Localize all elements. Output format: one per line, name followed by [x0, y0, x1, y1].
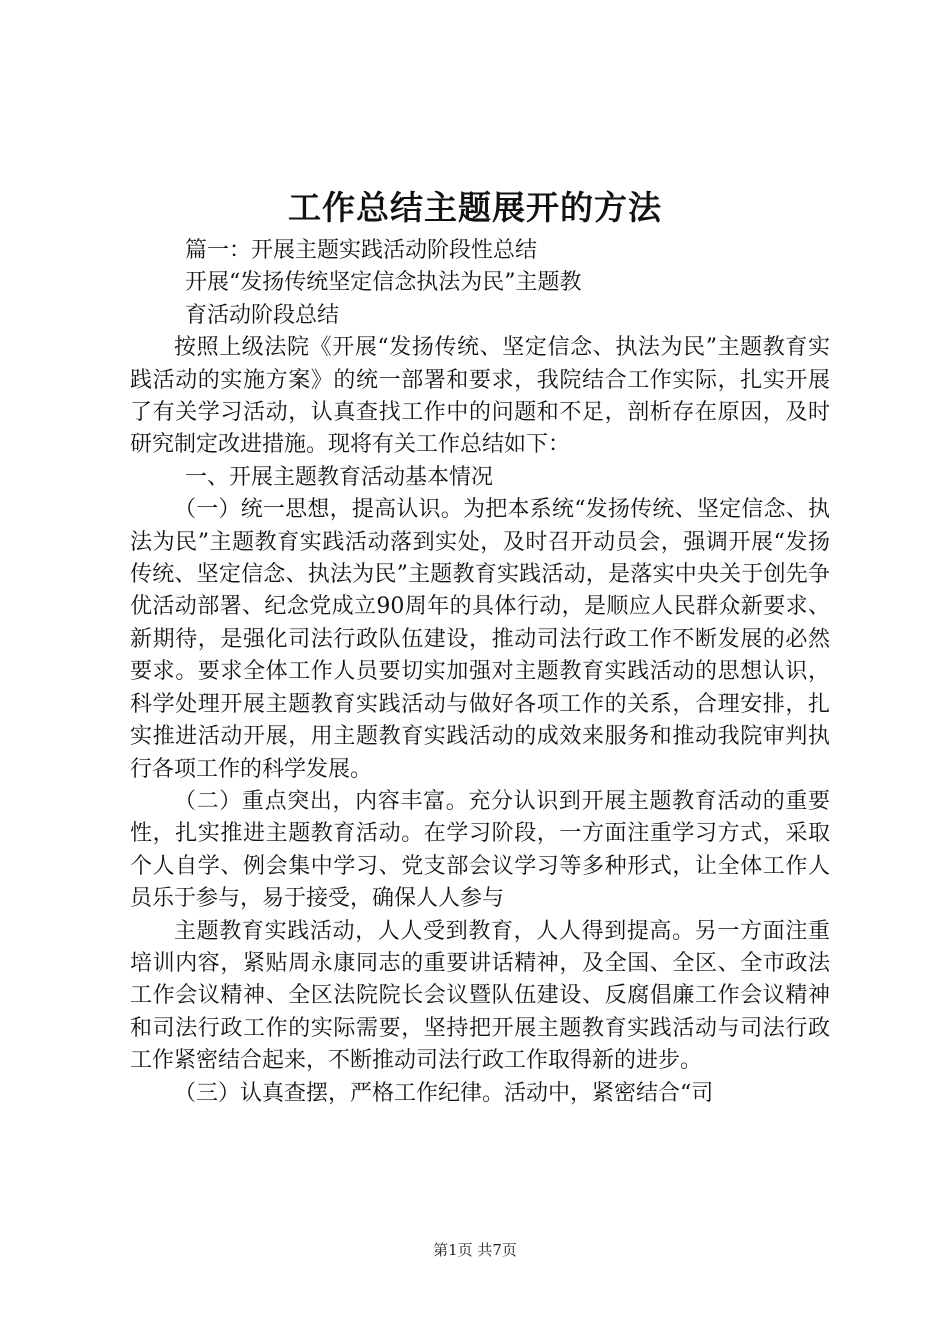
paragraph: （二）重点突出，内容丰富。充分认识到开展主题教育活动的重要性，扎实推进主题教育活动。在学习阶段，一方面注重学习方式，采取个人自学、例会集中学习、党支部会议学习等多种形式，让全体工作人员乐于参与，易于接受，确保人人参与: [130, 788, 830, 912]
paragraph: （三）认真查摆，严格工作纪律。活动中，紧密结合“司: [174, 1080, 714, 1106]
page-number: 第1页 共7页: [433, 1241, 517, 1259]
paragraph: （一）统一思想，提高认识。为把本系统“发扬传统、坚定信念、执法为民”主题教育实践活动落到实处，及时召开动员会，强调开展“发扬传统、坚定信念、执法为民”主题教育实践活动，是落实中央关于创先争优活动部署、纪念党成立90周年的具体行动，是顺应人民群众新要求、新期待，是强化司法行政队伍建设，推动司法行政工作不断发展的必然要求。要求全体工作人员要切实加强对主题教育实践活动的思想认识，科学处理开展主题教育实践活动与做好各项工作的关系，合理安排，扎实推进活动开展，用主题教育实践活动的成效来服务和推动我院审判执行各项工作的科学发展。: [130, 497, 830, 782]
subtitle-line: 育活动阶段总结: [185, 302, 340, 328]
section-heading: 一、开展主题教育活动基本情况: [185, 464, 494, 490]
subtitle-line: 开展“发扬传统坚定信念执法为民”主题教: [185, 270, 582, 296]
document-title: 工作总结主题展开的方法: [288, 188, 662, 227]
document-body: [130, 235, 830, 1110]
paragraph: 主题教育实践活动，人人受到教育，人人得到提高。另一方面注重培训内容，紧贴周永康同志的重要讲话精神，及全国、全区、全市政法工作会议精神、全区法院院长会议暨队伍建设、反腐倡廉工作会议精神和司法行政工作的实际需要，坚持把开展主题教育实践活动与司法行政工作紧密结合起来，不断推动司法行政工作取得新的进步。: [130, 918, 830, 1074]
section-heading: 篇一：开展主题实践活动阶段性总结: [185, 238, 538, 263]
paragraph: 按照上级法院《开展“发扬传统、坚定信念、执法为民”主题教育实践活动的实施方案》的统一部署和要求，我院结合工作实际，扎实开展了有关学习活动，认真查找工作中的问题和不足，剖析存在原因，及时研究制定改进措施。现将有关工作总结如下：: [130, 335, 830, 458]
